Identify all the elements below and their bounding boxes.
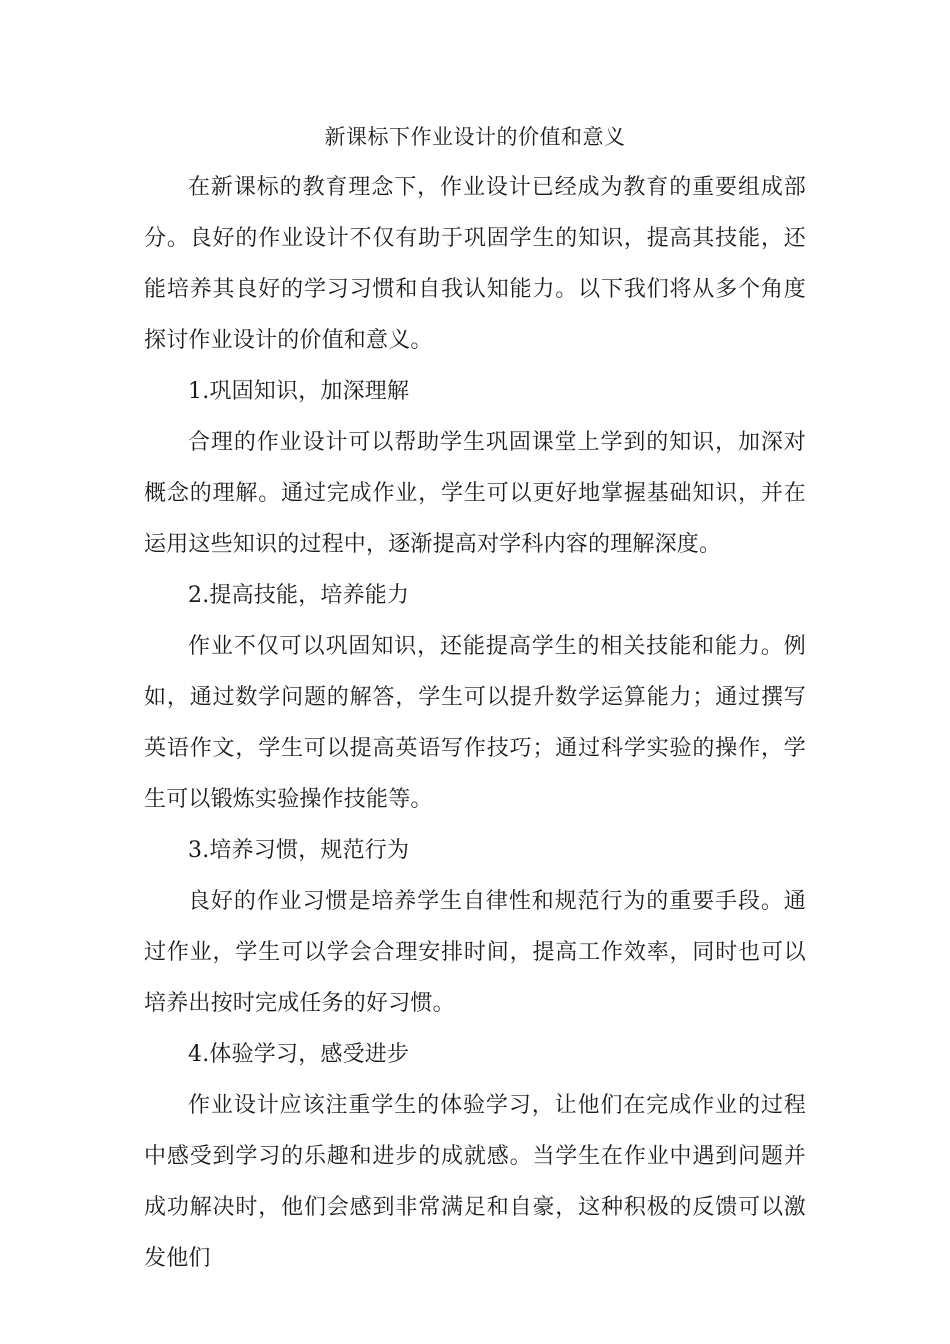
section-heading-3: 3.培养习惯，规范行为 (188, 838, 410, 863)
section-body-2: 作业不仅可以巩固知识，还能提高学生的相关技能和能力。例如，通过数学问题的解答，学生可以提升数学运算能力；通过撰写英语作文，学生可以提高英语写作技巧；通过科学实验的操作，学生可以锻炼实验操作技能等。 (144, 634, 806, 812)
section-body-4: 作业设计应该注重学生的体验学习，让他们在完成作业的过程中感受到学习的乐趣和进步的成就感。当学生在作业中遇到问题并成功解决时，他们会感到非常满足和自豪，这种积极的反馈可以激发他们 (144, 1093, 806, 1271)
section-heading-1: 1.巩固知识，加深理解 (188, 379, 410, 404)
section-heading-4: 4.体验学习，感受进步 (188, 1042, 410, 1067)
document-title: 新课标下作业设计的价值和意义 (324, 125, 626, 149)
section-body-1: 合理的作业设计可以帮助学生巩固课堂上学到的知识，加深对概念的理解。通过完成作业，学生可以更好地掌握基础知识，并在运用这些知识的过程中，逐渐提高对学科内容的理解深度。 (144, 430, 806, 557)
intro-paragraph: 在新课标的教育理念下，作业设计已经成为教育的重要组成部分。良好的作业设计不仅有助于巩固学生的知识，提高其技能，还能培养其良好的学习习惯和自我认知能力。以下我们将从多个角度探讨作业设计的价值和意义。 (144, 175, 806, 353)
section-body-3: 良好的作业习惯是培养学生自律性和规范行为的重要手段。通过作业，学生可以学会合理安排时间，提高工作效率，同时也可以培养出按时完成任务的好习惯。 (144, 889, 806, 1016)
section-heading-2: 2.提高技能，培养能力 (188, 583, 410, 608)
